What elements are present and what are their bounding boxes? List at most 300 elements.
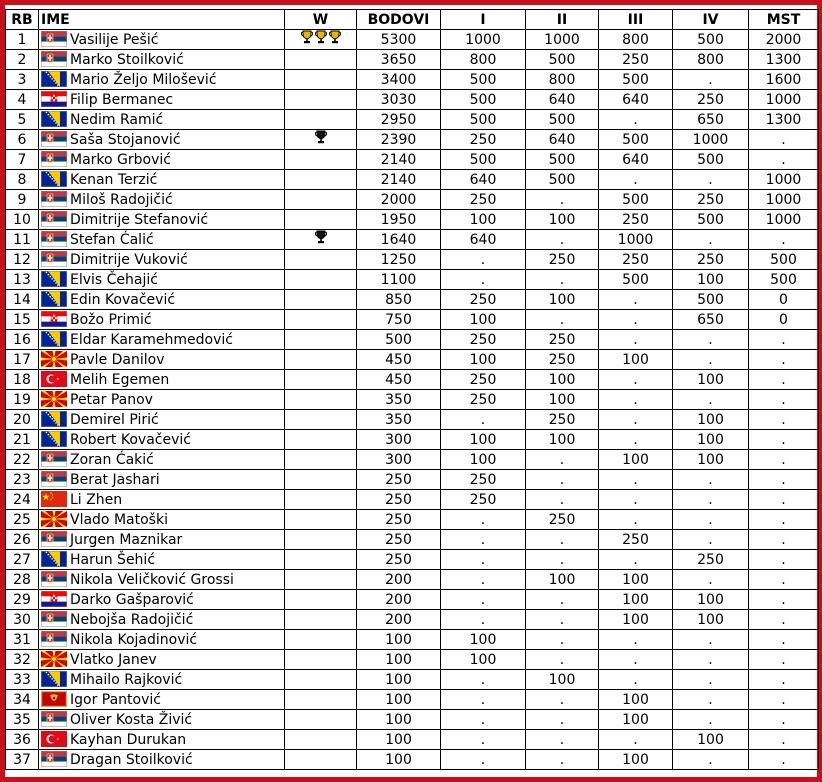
- i-cell: 250: [441, 130, 526, 150]
- i-cell: 100: [441, 430, 526, 450]
- bosnia-flag-icon: [41, 331, 67, 347]
- bosnia-flag-icon: [41, 411, 67, 427]
- name-cell: [39, 650, 285, 670]
- i-cell: .: [441, 270, 526, 290]
- name-cell: [39, 70, 285, 90]
- serbia-flag-icon: [41, 531, 67, 547]
- table-row: [6, 330, 819, 350]
- rank-cell: 29: [6, 590, 39, 610]
- mst-cell: .: [749, 510, 819, 530]
- iii-cell: .: [599, 330, 673, 350]
- name-cell: [39, 170, 285, 190]
- ii-cell: 100: [526, 370, 599, 390]
- serbia-flag-icon: [41, 571, 67, 587]
- serbia-flag-icon: [41, 151, 67, 167]
- mst-cell: 1000: [749, 190, 819, 210]
- mst-cell: .: [749, 430, 819, 450]
- i-cell: .: [441, 410, 526, 430]
- table-row: [6, 490, 819, 510]
- player-name: Eldar Karamehmedović: [70, 331, 233, 348]
- iv-cell: .: [673, 750, 749, 770]
- ii-cell: 800: [526, 70, 599, 90]
- iv-cell: .: [673, 70, 749, 90]
- iii-cell: 500: [599, 270, 673, 290]
- player-name: Dimitrije Vuković: [70, 251, 188, 268]
- name-cell: [39, 730, 285, 750]
- player-name: Vlado Matoški: [70, 511, 168, 528]
- i-cell: 500: [441, 150, 526, 170]
- i-cell: .: [441, 510, 526, 530]
- rank-cell: 4: [6, 90, 39, 110]
- header-w: W: [285, 10, 357, 30]
- i-cell: 100: [441, 310, 526, 330]
- header-ime: IME: [39, 10, 285, 30]
- iv-cell: 500: [673, 150, 749, 170]
- wins-cell: [285, 710, 357, 730]
- wins-cell: [285, 450, 357, 470]
- ii-cell: .: [526, 690, 599, 710]
- table-row: [6, 230, 819, 250]
- table-row: [6, 470, 819, 490]
- ii-cell: .: [526, 470, 599, 490]
- rank-cell: 10: [6, 210, 39, 230]
- wins-cell: [285, 350, 357, 370]
- iv-cell: 250: [673, 550, 749, 570]
- rank-cell: 34: [6, 690, 39, 710]
- iii-cell: 250: [599, 530, 673, 550]
- mst-cell: 1300: [749, 110, 819, 130]
- table-row: [6, 570, 819, 590]
- wins-cell: [285, 430, 357, 450]
- table-row: [6, 270, 819, 290]
- wins-cell: [285, 490, 357, 510]
- iv-cell: 800: [673, 50, 749, 70]
- rank-cell: 7: [6, 150, 39, 170]
- mst-cell: .: [749, 570, 819, 590]
- iv-cell: 500: [673, 210, 749, 230]
- player-name: Nebojša Radojičić: [70, 611, 194, 628]
- rank-cell: 11: [6, 230, 39, 250]
- wins-cell: [285, 130, 357, 150]
- player-name: Jurgen Maznikar: [70, 531, 183, 548]
- mst-cell: 1600: [749, 70, 819, 90]
- table-row: [6, 510, 819, 530]
- wins-cell: [285, 590, 357, 610]
- trophy-icon: [329, 30, 341, 49]
- i-cell: .: [441, 250, 526, 270]
- name-cell: [39, 750, 285, 770]
- player-name: Vlatko Janev: [70, 651, 157, 668]
- wins-cell: [285, 50, 357, 70]
- trophy-icon: [315, 230, 327, 249]
- ii-cell: 640: [526, 90, 599, 110]
- ii-cell: .: [526, 610, 599, 630]
- bosnia-flag-icon: [41, 111, 67, 127]
- player-name: Darko Gašparović: [70, 591, 194, 608]
- mst-cell: .: [749, 650, 819, 670]
- bosnia-flag-icon: [41, 431, 67, 447]
- wins-cell: [285, 670, 357, 690]
- mst-cell: 1000: [749, 90, 819, 110]
- macedonia-flag-icon: [41, 351, 67, 367]
- bodovi-cell: 100: [357, 730, 441, 750]
- table-row: [6, 410, 819, 430]
- iv-cell: 100: [673, 430, 749, 450]
- iv-cell: 100: [673, 450, 749, 470]
- table-row: [6, 690, 819, 710]
- ii-cell: 250: [526, 510, 599, 530]
- name-cell: [39, 50, 285, 70]
- mst-cell: .: [749, 410, 819, 430]
- player-name: Berat Jashari: [70, 471, 160, 488]
- table-row: [6, 670, 819, 690]
- wins-cell: [285, 510, 357, 530]
- header-bodovi: BODOVI: [357, 10, 441, 30]
- table-row: [6, 50, 819, 70]
- iv-cell: .: [673, 330, 749, 350]
- wins-cell: [285, 90, 357, 110]
- ii-cell: 500: [526, 110, 599, 130]
- ii-cell: 100: [526, 670, 599, 690]
- player-name: Melih Egemen: [70, 371, 170, 388]
- wins-cell: [285, 70, 357, 90]
- bodovi-cell: 3030: [357, 90, 441, 110]
- player-name: Dimitrije Stefanović: [70, 211, 209, 228]
- bodovi-cell: 750: [357, 310, 441, 330]
- serbia-flag-icon: [41, 631, 67, 647]
- iv-cell: 100: [673, 730, 749, 750]
- player-name: Mario Željo Milošević: [70, 71, 217, 88]
- table-row: [6, 370, 819, 390]
- ii-cell: 1000: [526, 30, 599, 50]
- table-row: [6, 450, 819, 470]
- player-name: Stefan Ćalić: [70, 231, 154, 248]
- wins-cell: [285, 310, 357, 330]
- iv-cell: .: [673, 350, 749, 370]
- serbia-flag-icon: [41, 191, 67, 207]
- i-cell: .: [441, 730, 526, 750]
- mst-cell: 0: [749, 310, 819, 330]
- table-row: [6, 550, 819, 570]
- mst-cell: .: [749, 550, 819, 570]
- mst-cell: .: [749, 350, 819, 370]
- table-row: [6, 70, 819, 90]
- table-row: [6, 170, 819, 190]
- ii-cell: .: [526, 310, 599, 330]
- iii-cell: .: [599, 410, 673, 430]
- rank-cell: 27: [6, 550, 39, 570]
- iv-cell: .: [673, 690, 749, 710]
- wins-cell: [285, 550, 357, 570]
- name-cell: [39, 90, 285, 110]
- table-row: [6, 430, 819, 450]
- ii-cell: .: [526, 550, 599, 570]
- ii-cell: .: [526, 630, 599, 650]
- header-iii: III: [599, 10, 673, 30]
- i-cell: 100: [441, 350, 526, 370]
- rank-cell: 16: [6, 330, 39, 350]
- header-iv: IV: [673, 10, 749, 30]
- table-row: [6, 110, 819, 130]
- wins-cell: [285, 330, 357, 350]
- mst-cell: 500: [749, 250, 819, 270]
- bodovi-cell: 1640: [357, 230, 441, 250]
- player-name: Oliver Kosta Živić: [70, 711, 193, 728]
- iii-cell: 100: [599, 690, 673, 710]
- rank-cell: 14: [6, 290, 39, 310]
- ii-cell: .: [526, 710, 599, 730]
- bosnia-flag-icon: [41, 171, 67, 187]
- name-cell: [39, 710, 285, 730]
- i-cell: 250: [441, 290, 526, 310]
- ii-cell: .: [526, 190, 599, 210]
- wins-cell: [285, 530, 357, 550]
- mst-cell: .: [749, 630, 819, 650]
- i-cell: 1000: [441, 30, 526, 50]
- iii-cell: 100: [599, 570, 673, 590]
- trophy-icon: [315, 30, 327, 49]
- mst-cell: .: [749, 710, 819, 730]
- ii-cell: .: [526, 450, 599, 470]
- serbia-flag-icon: [41, 751, 67, 767]
- i-cell: 250: [441, 330, 526, 350]
- name-cell: [39, 430, 285, 450]
- iii-cell: 100: [599, 610, 673, 630]
- table-row: [6, 90, 819, 110]
- rank-cell: 31: [6, 630, 39, 650]
- rank-cell: 36: [6, 730, 39, 750]
- player-name: Filip Bermanec: [70, 91, 174, 108]
- iii-cell: 500: [599, 130, 673, 150]
- iii-cell: .: [599, 490, 673, 510]
- mst-cell: .: [749, 590, 819, 610]
- rank-cell: 26: [6, 530, 39, 550]
- i-cell: .: [441, 690, 526, 710]
- name-cell: [39, 490, 285, 510]
- rank-cell: 8: [6, 170, 39, 190]
- rank-cell: 5: [6, 110, 39, 130]
- name-cell: [39, 130, 285, 150]
- table-row: [6, 250, 819, 270]
- wins-cell: [285, 390, 357, 410]
- mst-cell: .: [749, 230, 819, 250]
- player-name: Kenan Terzić: [70, 171, 158, 188]
- ii-cell: .: [526, 730, 599, 750]
- iv-cell: 100: [673, 410, 749, 430]
- name-cell: [39, 30, 285, 50]
- bodovi-cell: 250: [357, 510, 441, 530]
- table-row: [6, 630, 819, 650]
- player-name: Zoran Ćakić: [70, 451, 154, 468]
- trophy-icon: [301, 30, 313, 49]
- player-name: Dragan Stoilković: [70, 751, 193, 768]
- name-cell: [39, 210, 285, 230]
- iv-cell: 100: [673, 270, 749, 290]
- serbia-flag-icon: [41, 451, 67, 467]
- i-cell: 100: [441, 450, 526, 470]
- iv-cell: 500: [673, 30, 749, 50]
- i-cell: 500: [441, 90, 526, 110]
- iv-cell: .: [673, 670, 749, 690]
- table-row: [6, 750, 819, 770]
- bodovi-cell: 1950: [357, 210, 441, 230]
- rank-cell: 17: [6, 350, 39, 370]
- name-cell: [39, 670, 285, 690]
- iii-cell: .: [599, 370, 673, 390]
- table-row: [6, 310, 819, 330]
- rank-cell: 1: [6, 30, 39, 50]
- serbia-flag-icon: [41, 231, 67, 247]
- mst-cell: .: [749, 750, 819, 770]
- iv-cell: 500: [673, 290, 749, 310]
- trophy-icon: [315, 130, 327, 149]
- macedonia-flag-icon: [41, 391, 67, 407]
- rank-cell: 19: [6, 390, 39, 410]
- player-name: Robert Kovačević: [70, 431, 191, 448]
- bodovi-cell: 5300: [357, 30, 441, 50]
- iii-cell: .: [599, 170, 673, 190]
- iii-cell: 100: [599, 450, 673, 470]
- mst-cell: .: [749, 450, 819, 470]
- mst-cell: .: [749, 670, 819, 690]
- i-cell: 100: [441, 210, 526, 230]
- ii-cell: .: [526, 270, 599, 290]
- rank-cell: 33: [6, 670, 39, 690]
- wins-cell: [285, 290, 357, 310]
- player-name: Božo Primić: [70, 311, 152, 328]
- name-cell: [39, 310, 285, 330]
- i-cell: .: [441, 590, 526, 610]
- i-cell: 100: [441, 630, 526, 650]
- ii-cell: .: [526, 590, 599, 610]
- iv-cell: 1000: [673, 130, 749, 150]
- bodovi-cell: 2140: [357, 170, 441, 190]
- mst-cell: .: [749, 150, 819, 170]
- mst-cell: .: [749, 610, 819, 630]
- wins-cell: [285, 410, 357, 430]
- wins-cell: [285, 730, 357, 750]
- ii-cell: 100: [526, 430, 599, 450]
- wins-cell: [285, 170, 357, 190]
- i-cell: 100: [441, 650, 526, 670]
- i-cell: 250: [441, 190, 526, 210]
- i-cell: 500: [441, 110, 526, 130]
- rank-cell: 21: [6, 430, 39, 450]
- wins-cell: [285, 630, 357, 650]
- bodovi-cell: 1250: [357, 250, 441, 270]
- bodovi-cell: 3400: [357, 70, 441, 90]
- name-cell: [39, 610, 285, 630]
- ii-cell: .: [526, 530, 599, 550]
- player-name: Saša Stojanović: [70, 131, 181, 148]
- iii-cell: .: [599, 550, 673, 570]
- serbia-flag-icon: [41, 31, 67, 47]
- player-name: Nikola Veličković Grossi: [70, 571, 234, 588]
- iii-cell: 500: [599, 190, 673, 210]
- rank-cell: 12: [6, 250, 39, 270]
- bosnia-flag-icon: [41, 671, 67, 687]
- player-name: Kayhan Durukan: [70, 731, 187, 748]
- wins-cell: [285, 750, 357, 770]
- table-row: [6, 150, 819, 170]
- i-cell: .: [441, 750, 526, 770]
- iv-cell: .: [673, 170, 749, 190]
- header-ii: II: [526, 10, 599, 30]
- iii-cell: 250: [599, 210, 673, 230]
- name-cell: [39, 550, 285, 570]
- table-row: [6, 650, 819, 670]
- mst-cell: .: [749, 330, 819, 350]
- croatia-flag-icon: [41, 311, 67, 327]
- i-cell: .: [441, 530, 526, 550]
- iii-cell: 100: [599, 590, 673, 610]
- name-cell: [39, 370, 285, 390]
- rank-cell: 20: [6, 410, 39, 430]
- serbia-flag-icon: [41, 131, 67, 147]
- wins-cell: [285, 230, 357, 250]
- mst-cell: .: [749, 130, 819, 150]
- mst-cell: .: [749, 370, 819, 390]
- iv-cell: .: [673, 530, 749, 550]
- player-name: Harun Šehić: [70, 551, 156, 568]
- mst-cell: 0: [749, 290, 819, 310]
- rank-cell: 24: [6, 490, 39, 510]
- croatia-flag-icon: [41, 591, 67, 607]
- name-cell: [39, 350, 285, 370]
- name-cell: [39, 510, 285, 530]
- player-name: Pavle Danilov: [70, 351, 165, 368]
- i-cell: 500: [441, 70, 526, 90]
- iv-cell: 250: [673, 90, 749, 110]
- iv-cell: 250: [673, 250, 749, 270]
- mst-cell: .: [749, 470, 819, 490]
- serbia-flag-icon: [41, 51, 67, 67]
- rank-cell: 18: [6, 370, 39, 390]
- iii-cell: .: [599, 730, 673, 750]
- iii-cell: 100: [599, 350, 673, 370]
- i-cell: .: [441, 670, 526, 690]
- iii-cell: .: [599, 470, 673, 490]
- rank-cell: 15: [6, 310, 39, 330]
- name-cell: [39, 450, 285, 470]
- player-name: Marko Stoilković: [70, 51, 184, 68]
- serbia-flag-icon: [41, 471, 67, 487]
- name-cell: [39, 390, 285, 410]
- iii-cell: .: [599, 390, 673, 410]
- header-row: [6, 10, 819, 30]
- ii-cell: 500: [526, 50, 599, 70]
- iii-cell: 640: [599, 90, 673, 110]
- bodovi-cell: 100: [357, 630, 441, 650]
- mst-cell: 1000: [749, 210, 819, 230]
- iv-cell: .: [673, 490, 749, 510]
- name-cell: [39, 590, 285, 610]
- bodovi-cell: 1100: [357, 270, 441, 290]
- turkey-flag-icon: [41, 371, 67, 387]
- macedonia-flag-icon: [41, 511, 67, 527]
- rank-cell: 25: [6, 510, 39, 530]
- i-cell: .: [441, 610, 526, 630]
- bodovi-cell: 2140: [357, 150, 441, 170]
- mst-cell: .: [749, 730, 819, 750]
- bodovi-cell: 450: [357, 370, 441, 390]
- iii-cell: 1000: [599, 230, 673, 250]
- iv-cell: .: [673, 230, 749, 250]
- bodovi-cell: 500: [357, 330, 441, 350]
- rank-cell: 37: [6, 750, 39, 770]
- ii-cell: 100: [526, 570, 599, 590]
- ii-cell: .: [526, 490, 599, 510]
